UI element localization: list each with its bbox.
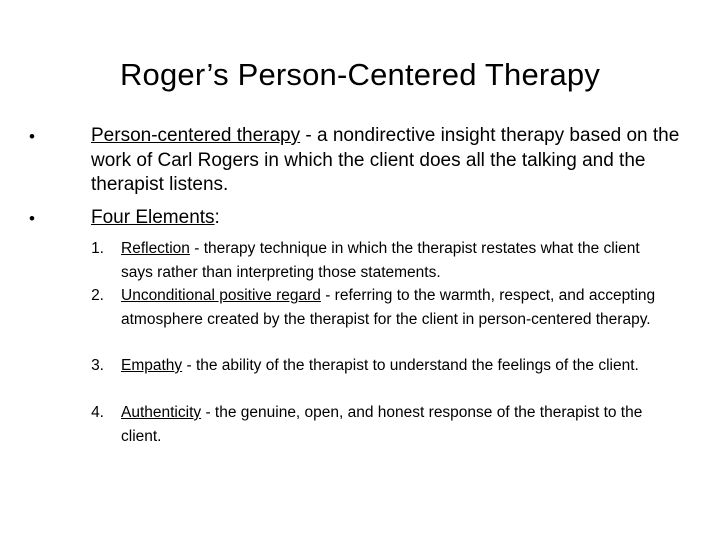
element-text — [121, 401, 661, 448]
element-number: 4. — [91, 404, 104, 421]
term-authenticity: Authenticity — [121, 404, 202, 421]
definition-person-centered-therapy: - a nondirective insight therapy based on the work of Carl Rogers in which the client does all the talking and the therapist listens. — [91, 125, 680, 195]
element-number: 3. — [91, 357, 104, 374]
definition-reflection: - therapy technique in which the therapist restates what the client says rather than interpreting those statements. — [121, 240, 640, 281]
bullet-marker: • — [29, 209, 35, 228]
term-person-centered-therapy: Person-centered therapy — [91, 125, 301, 146]
term-empathy: Empathy — [121, 357, 183, 374]
element-number: 1. — [91, 240, 104, 257]
slide-title: Roger’s Person-Centered Therapy — [119, 57, 601, 92]
element-text — [121, 354, 661, 378]
element-number: 2. — [91, 287, 104, 304]
bullet-text — [91, 124, 681, 198]
element-text — [121, 284, 661, 331]
term-unconditional-positive-regard: Unconditional positive regard — [121, 287, 321, 304]
definition-unconditional-positive-regard: - referring to the warmth, respect, and accepting atmosphere created by the therapist for the client in person-centered therapy. — [121, 287, 656, 328]
four-elements-colon: : — [214, 207, 220, 228]
term-reflection: Reflection — [121, 240, 190, 257]
element-text — [121, 237, 661, 284]
bullet-text — [91, 206, 681, 231]
definition-empathy: - the ability of the therapist to understand the feelings of the client. — [182, 357, 639, 374]
definition-authenticity: - the genuine, open, and honest response of the therapist to the client. — [121, 404, 643, 445]
bullet-marker: • — [29, 127, 35, 146]
term-four-elements: Four Elements — [91, 207, 215, 228]
